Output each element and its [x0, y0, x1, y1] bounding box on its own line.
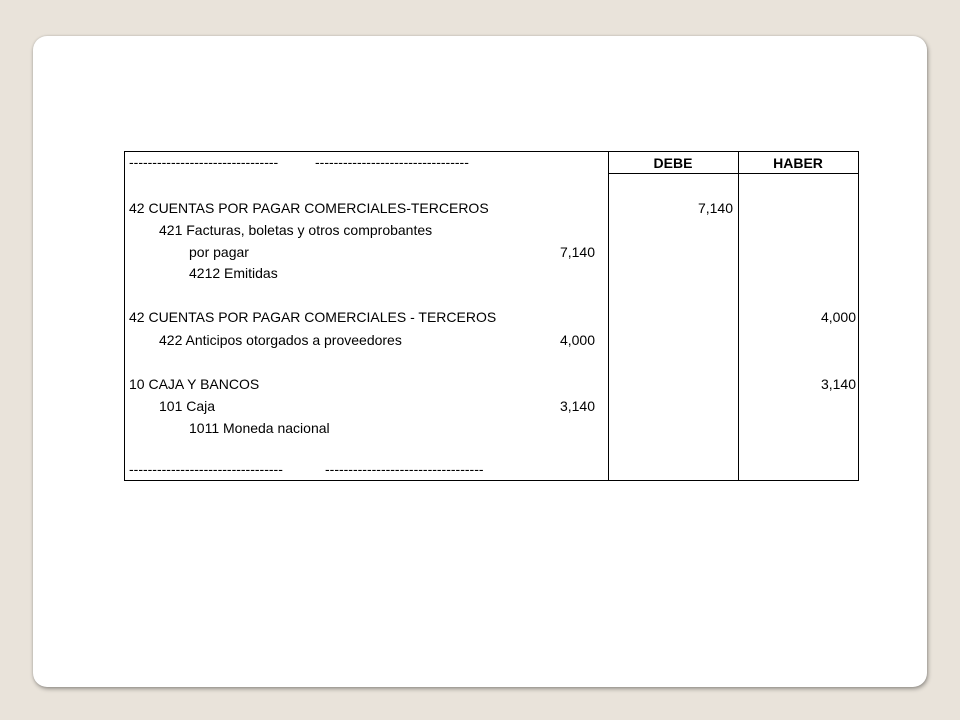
header-dashes-left: -------------------------------- [129, 154, 279, 170]
subaccount-421-cont: por pagar [189, 244, 249, 260]
subaccount-421-amount: 7,140 [559, 244, 595, 260]
header-underline [608, 173, 858, 174]
footer-dashes-right: ---------------------------------- [325, 461, 484, 477]
subaccount-101: 101 Caja [159, 398, 216, 414]
subaccount-1011: 1011 Moneda nacional [189, 420, 330, 436]
haber-amount-4000: 4,000 [820, 309, 856, 325]
subaccount-101-amount: 3,140 [559, 398, 595, 414]
haber-header: HABER [773, 155, 823, 171]
header-dashes-right: --------------------------------- [315, 154, 469, 170]
account-42-credit: 42 CUENTAS POR PAGAR COMERCIALES - TERCEROS [129, 309, 497, 325]
subaccount-4212: 4212 Emitidas [189, 265, 278, 281]
account-10: 10 CAJA Y BANCOS [129, 376, 260, 392]
footer-dashes-left: --------------------------------- [129, 461, 283, 477]
subaccount-422: 422 Anticipos otorgados a proveedores [159, 332, 402, 348]
haber-amount-3140: 3,140 [820, 376, 856, 392]
subaccount-421: 421 Facturas, boletas y otros comprobantes [159, 222, 433, 238]
subaccount-422-amount: 4,000 [559, 332, 595, 348]
account-42-debit: 42 CUENTAS POR PAGAR COMERCIALES-TERCEROS [129, 200, 489, 216]
debe-amount: 7,140 [697, 200, 733, 216]
journal-entry-table [124, 151, 859, 481]
debe-header: DEBE [653, 155, 693, 171]
